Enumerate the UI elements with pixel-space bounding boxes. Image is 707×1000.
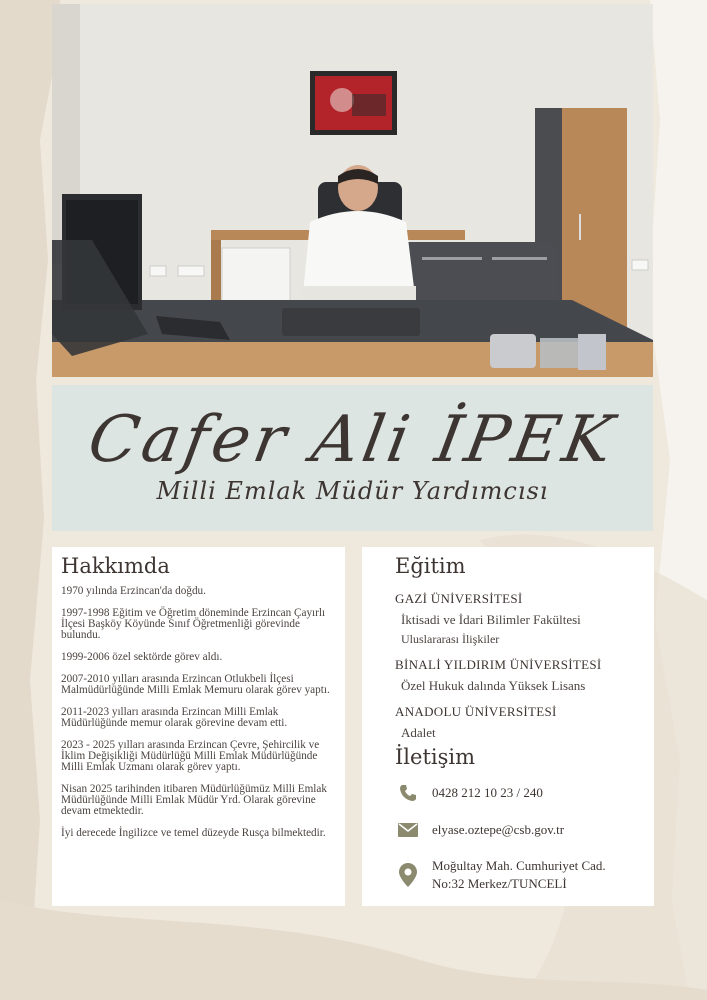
location-pin-icon (398, 865, 418, 885)
about-paragraphs (61, 586, 339, 850)
contact-address-row (398, 857, 606, 893)
person-name: Cafer Ali İPEK (82, 403, 623, 477)
education-contact-card (362, 547, 654, 906)
address-line-2: No:32 Merkez/TUNCELİ (432, 876, 567, 891)
education-item (395, 657, 645, 694)
school-name: ANADOLU ÜNİVERSİTESİ (395, 704, 557, 719)
email-link[interactable]: elyase.oztepe@csb.gov.tr (432, 822, 565, 837)
about-paragraph: 2023 - 2025 yılları arasında Erzincan Çevre, Şehircilik ve İklim Değişikliği Müdürlüğü Milli Emlak Müdürlüğünde Milli Emlak Uzmanı olarak görev yaptı. (61, 739, 320, 773)
mail-icon (398, 820, 418, 840)
about-paragraph: 1970 yılında Erzincan'da doğdu. (61, 585, 206, 597)
address (432, 857, 606, 893)
contact-phone-row (398, 783, 543, 803)
school-program: Adalet (401, 725, 436, 740)
school-detail: Uluslararası İlişkiler (401, 632, 500, 646)
education-list (395, 591, 645, 751)
about-paragraph: 2011-2023 yılları arasında Erzincan Milli Emlak Müdürlüğünde memur olarak görevine devam etti. (61, 706, 288, 729)
education-item (395, 704, 645, 741)
address-line-1: Moğultay Mah. Cumhuriyet Cad. (432, 858, 606, 873)
contact-email-row (398, 820, 564, 840)
contact-heading: İletişim (395, 745, 476, 769)
about-card (52, 547, 345, 906)
about-paragraph: İyi derecede İngilizce ve temel düzeyde Rusça bilmektedir. (61, 827, 326, 839)
about-paragraph: 2007-2010 yılları arasında Erzincan Otlukbeli İlçesi Malmüdürlüğünde Milli Emlak Memuru olarak görev yaptı. (61, 673, 330, 696)
school-program: Özel Hukuk dalında Yüksek Lisans (401, 678, 586, 693)
about-paragraph: 1997-1998 Eğitim ve Öğretim döneminde Erzincan Çayırlı İlçesi Başköy Köyünde Sınıf Öğretmenliği görevinde bulundu. (61, 607, 326, 641)
about-paragraph: Nisan 2025 tarihinden itibaren Müdürlüğümüz Milli Emlak Müdürlüğünde Milli Emlak Müdür Yrd. Olarak görevine devam etmektedir. (61, 783, 327, 817)
school-name: GAZİ ÜNİVERSİTESİ (395, 591, 523, 606)
school-name: BİNALİ YILDIRIM ÜNİVERSİTESİ (395, 657, 602, 672)
person-title: Milli Emlak Müdür Yardımcısı (156, 477, 549, 505)
phone-icon (398, 783, 418, 803)
about-heading: Hakkımda (61, 554, 170, 578)
school-program: İktisadi ve İdari Bilimler Fakültesi (401, 612, 581, 627)
name-banner (52, 385, 653, 531)
about-paragraph: 1999-2006 özel sektörde görev aldı. (61, 651, 223, 663)
education-heading: Eğitim (395, 554, 466, 578)
profile-photo (52, 4, 653, 377)
phone-number[interactable]: 0428 212 10 23 / 240 (432, 785, 543, 800)
education-item (395, 591, 645, 647)
